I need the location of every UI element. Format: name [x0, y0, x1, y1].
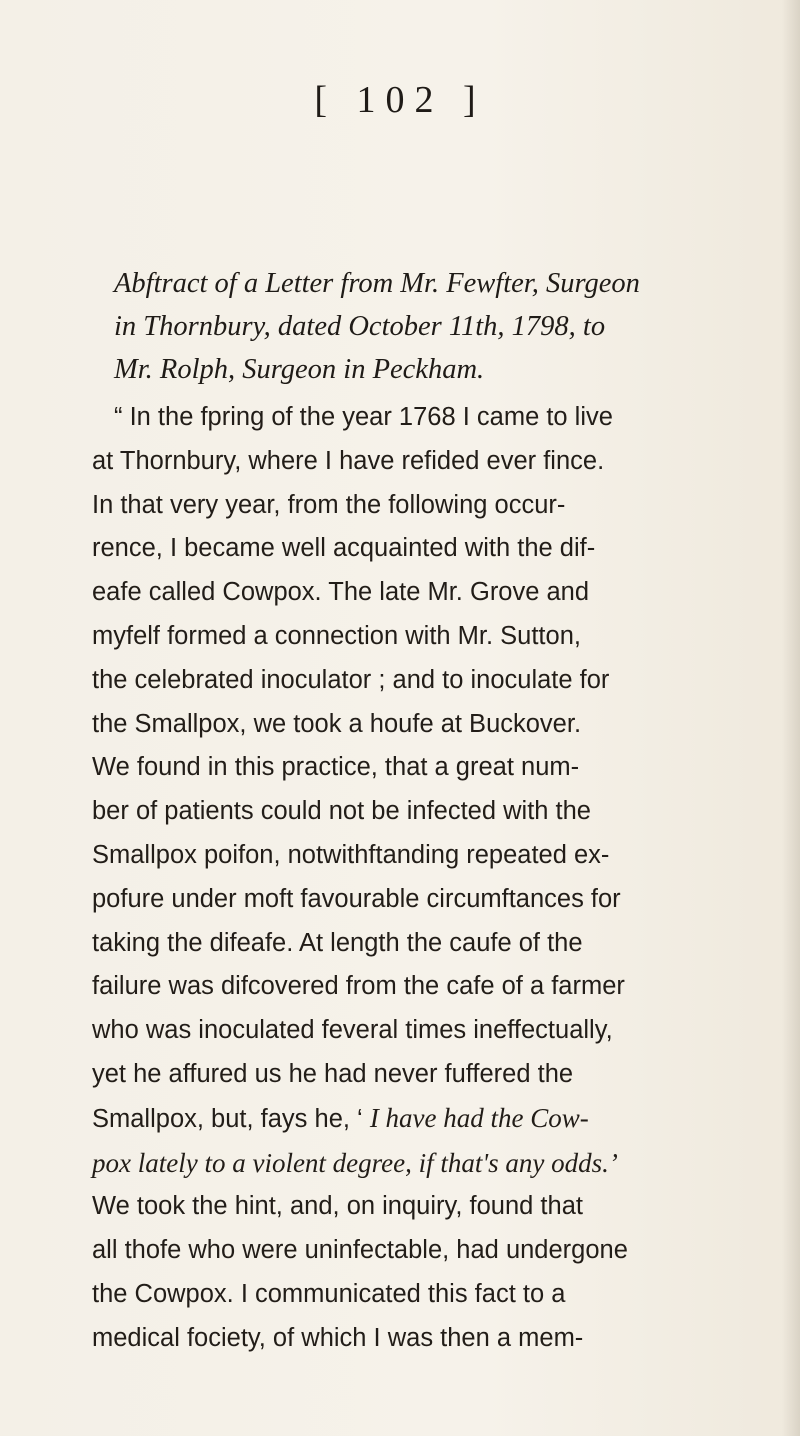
body-line-22: medical fociety, of which I was then a mem-: [92, 1323, 584, 1352]
body-line-3: In that very year, from the following occur-: [92, 490, 566, 519]
body-line-7: the celebrated inoculator ; and to inoculate for: [92, 665, 610, 694]
body-line-15: who was inoculated feveral times ineffectually,: [92, 1016, 613, 1045]
body-line-14: failure was difcovered from the cafe of a farmer: [92, 972, 625, 1001]
letter-heading: [114, 262, 794, 391]
letter-body: [92, 396, 792, 1361]
body-line-21: the Cowpox. I communicated this fact to a: [92, 1279, 566, 1308]
body-line-17-italic: I have had the Cow-: [369, 1102, 589, 1133]
heading-line-3: Mr. Rolph, Surgeon in Peckham.: [114, 354, 485, 385]
heading-line-1: Abftract of a Letter from Mr. Fewfter, Surgeon: [114, 268, 640, 299]
body-line-17: [92, 1097, 792, 1142]
body-line-19: We took the hint, and, on inquiry, found that: [92, 1192, 583, 1221]
body-line-10: ber of patients could not be infected with the: [92, 797, 591, 826]
body-line-18: pox lately to a violent degree, if that's any odds.’: [92, 1147, 618, 1178]
body-line-13: taking the difeafe. At length the caufe of the: [92, 928, 583, 957]
body-line-2: at Thornbury, where I have refided ever fince.: [92, 446, 605, 475]
body-line-5: eafe called Cowpox. The late Mr. Grove and: [92, 578, 590, 607]
body-line-8: the Smallpox, we took a houfe at Buckover.: [92, 709, 582, 738]
heading-line-2: in Thornbury, dated October 11th, 1798, to: [114, 311, 606, 342]
body-line-6: myfelf formed a connection with Mr. Sutton,: [92, 621, 581, 650]
body-line-11: Smallpox poifon, notwithftanding repeated ex-: [92, 840, 610, 869]
page-number: [ 102 ]: [314, 79, 486, 121]
body-line-1: “ In the fpring of the year 1768 I came to live: [114, 403, 613, 431]
body-line-16: yet he affured us he had never fuffered the: [92, 1059, 574, 1088]
body-line-4: rence, I became well acquainted with the dif-: [92, 534, 596, 563]
body-line-17-roman: Smallpox, but, fays he, ‘: [92, 1104, 363, 1133]
body-line-20: all thofe who were uninfectable, had undergone: [92, 1236, 628, 1265]
body-line-9: We found in this practice, that a great num-: [92, 753, 580, 782]
body-line-12: pofure under moft favourable circumftances for: [92, 884, 621, 913]
